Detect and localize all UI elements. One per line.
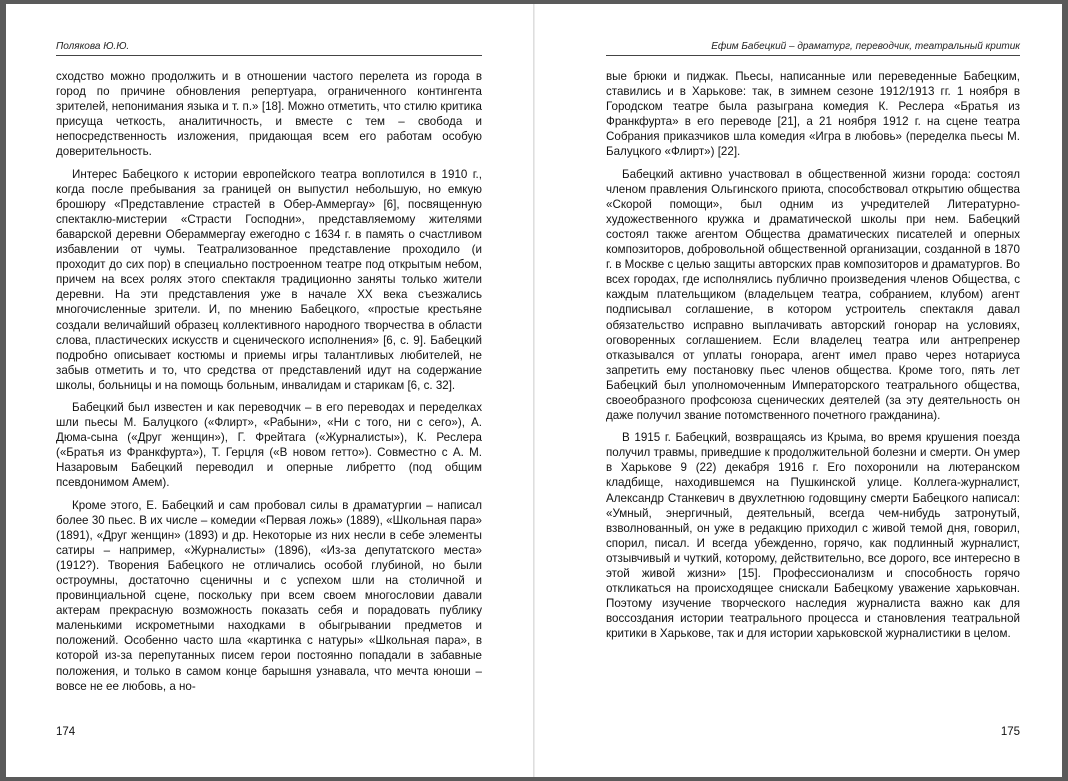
left-running-head: Полякова Ю.Ю. <box>56 41 482 56</box>
right-page-body <box>606 69 1020 648</box>
paragraph: Интерес Бабецкого к истории европейского театра воплотился в 1910 г., когда после пребывания за границей он выпустил небольшую, но емкую брошюру «Представление страстей в Обер-Аммергау» [6], посвященную спектаклю-мистерии «Страсти Господни», представляемому жителями баварской деревни Обераммергау ежегодно с 1634 г. в память о счастливом избавлении от чумы. Театрализованное представление проходило (и проходит до сих пор) в специально построенном театре под открытым небом, причем на всех ролях этого спектакля традиционно заняты только жители деревни. На эти представления уже в начале ХХ века съезжались многочисленные зрители. И, по мнению Бабецкого, «простые крестьяне создали величайший образец коллективного народного творчества в области слова, пластических искусств и сценического исполнения» [6, с. 9]. Бабецкий подробно описывает костюмы и приемы игры талантливых любителей, не забыв отметить и то, что средства от представлений идут на содержание школы, больницы и на помощь больным, инвалидам и старикам [6, с. 32]. <box>56 167 482 392</box>
paragraph: Кроме этого, Е. Бабецкий и сам пробовал силы в драматургии – написал более 30 пьес. В их числе – комедии «Первая ложь» (1889), «Школьная пара» (1891), «Друг женщин» (1893) и др. Некоторые из них несли в себе элементы сатиры – например, «Журналисты» (1896), «Из-за депутатского места» (1912?). Творения Бабецкого не отличались особой глубиной, но были остроумны, достаточно сценичны и с успехом шли на столичной и провинциальной сцене, поскольку при всем своем многословии давали актерам прекрасную возможность показать себя и порадовать публику маленькими искрометными находками в обыгрывании предметов и положений. Особенно часто шла «картинка с натуры» «Школьная пара», в которой из-за перепутанных писем герои постоянно попадали в забавные положения, и только в самом конце барышня узнавала, что мечта юноши – вовсе не ее любовь, а но- <box>56 498 482 693</box>
left-page-number: 174 <box>56 726 76 738</box>
paragraph: Бабецкий был известен и как переводчик – в его переводах и переделках шли пьесы М. Балуцкого («Флирт», «Рабыни», «Ни с того, ни с сего»), А. Дюма-сына («Друг женщин»), Г. Фрейтага («Журналисты»), К. Реслера («Братья из Франкфурта»), Т. Герцля («В новом гетто»). Совместно с А. М. Назаровым Бабецкий переводил и оперные либретто (под общим псевдонимом Амем). <box>56 400 482 490</box>
book-gutter <box>533 4 535 777</box>
paragraph: вые брюки и пиджак. Пьесы, написанные или переведенные Бабецким, ставились и в Харькове: так, в зимнем сезоне 1912/1913 гг. 1 ноября в Городском театре была разыграна комедия К. Реслера «Братья из Франкфурта» в его переводе [21], а 21 ноября 1912 г. на сцене театра Собрания приказчиков шла комедия «Игра в любовь» (переделка пьесы М. Балуцкого «Флирт») [22]. <box>606 70 1020 159</box>
right-running-head: Ефим Бабецкий – драматург, переводчик, театральный критик <box>606 41 1020 56</box>
paragraph: Бабецкий активно участвовал в общественной жизни города: состоял членом правления Ольгинского приюта, способствовал открытию общества «Скорой помощи», был одним из учредителей Литературно-художественного кружка и драматической школы при нем. Бабецкий состоял также агентом Общества драматических писателей и оперных композиторов, добровольной общественной организации, созданной в 1870 г. в Москве с целью защиты авторских прав композиторов и драматургов. Во всех городах, где исполнялись публично произведения членов Общества, с каждым плательщиком (владельцем театра, собранием, клубом) агент подписывал соглашение, в котором устроитель спектакля давал обязательство исправно выплачивать авторский гонорар на условиях, оговоренных соглашением. Если владелец театра или антрепренер отказывался от уплаты гонорара, агент имел право через нотариуса запретить ему постановку пьес членов общества. Кроме того, пять лет Бабецкий был уполномоченным Императорского театрального общества, своеобразного профсоюза сценических деятелей (за эту деятельность он даже получил звание потомственного почетного гражданина). <box>606 167 1020 423</box>
left-page-body <box>56 69 482 701</box>
paragraph: В 1915 г. Бабецкий, возвращаясь из Крыма, во время крушения поезда получил травмы, приведшие к продолжительной болезни и смерти. Он умер в Харькове 9 (22) декабря 1916 г. Его похоронили на лютеранском кладбище, находившемся на Пушкинской улице. Коллега-журналист, Александр Станкевич в двухлетнюю годовщину смерти Бабецкого написал: «Умный, энергичный, деятельный, всегда чем-нибудь затронутый, взволнованный, он уже в редакцию приходил с живой темой дня, говорил, спорил, писал. И всегда убежденно, горячо, как подлинный журналист, отзывчивый и чуткий, которому, действительно, все дорого, все интересно в этой живой жизни» [15]. Профессионализм и способность горячо откликаться на происходящее снискали Бабецкому уважение харьковчан. Поэтому изучение творческого наследия журналиста важно как для воссоздания истории театрального процесса и становления театральной критики в Харькове, так и для истории харьковской журналистики в целом. <box>606 431 1020 641</box>
right-page <box>606 4 1020 777</box>
right-page-number: 175 <box>1000 726 1020 738</box>
book-spread <box>6 4 1062 777</box>
left-page <box>56 4 482 777</box>
paragraph: сходство можно продолжить и в отношении частого перелета из города в город по причине обновления репертуара, ограниченного контингента зрителей, непонимания языка и т. п.» [18]. Можно отметить, что стилю критика присуща четкость, аналитичность, и вместе с тем – свобода и непосредственность изложения, придающая всем его работам особую доверительность. <box>56 70 482 159</box>
